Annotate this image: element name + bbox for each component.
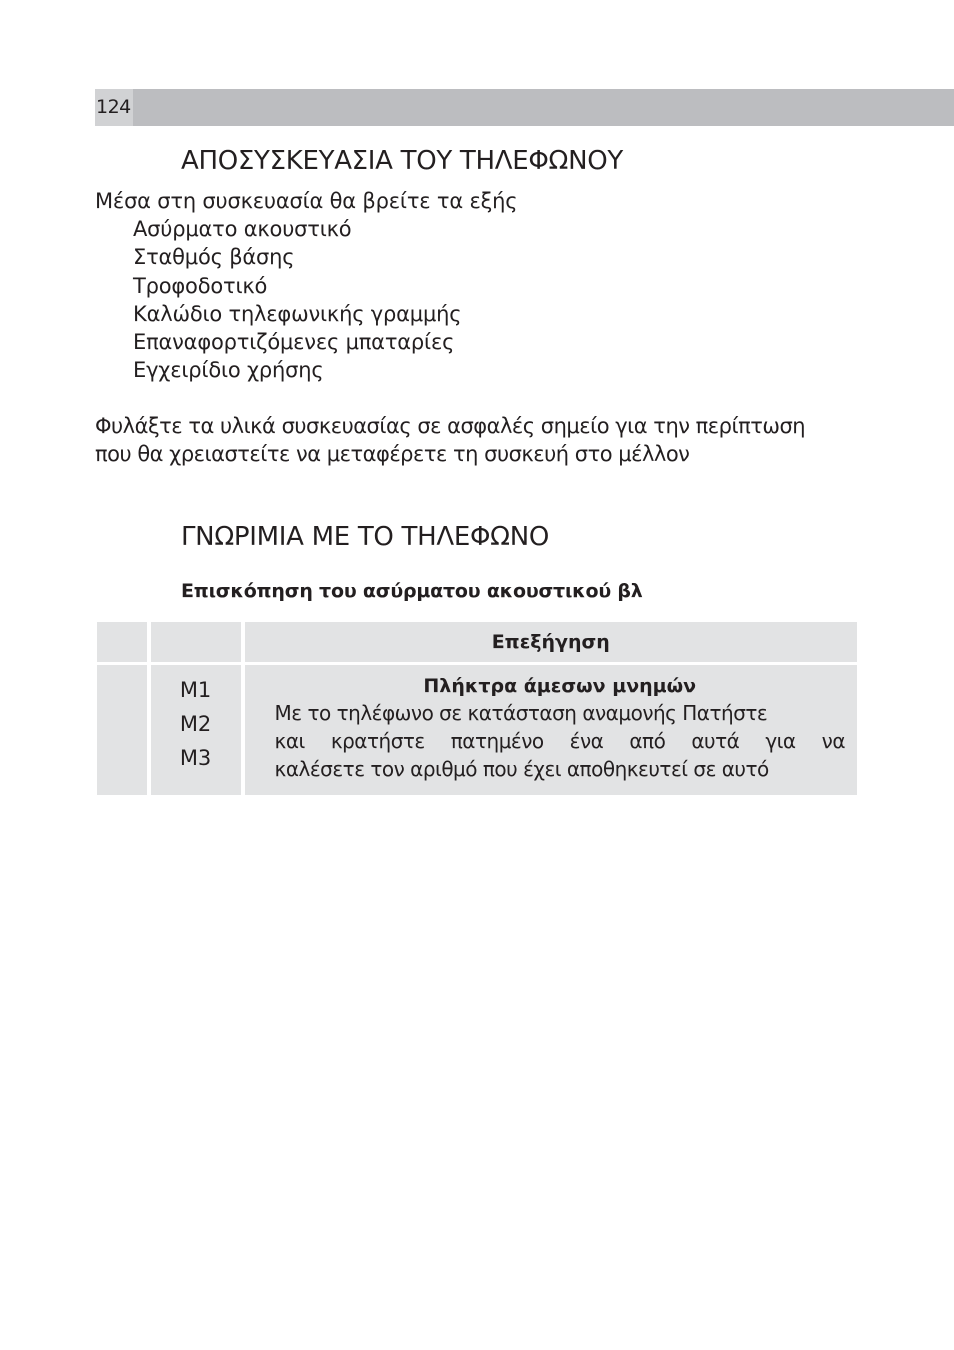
page-number: 124 xyxy=(95,89,133,126)
list-item: Ασύρματο ακουστικό xyxy=(133,217,352,241)
packaging-note xyxy=(95,412,875,468)
section-title-unpacking: ΑΠΟΣΥΣΚΕΥΑΣΙΑ ΤΟΥ ΤΗΛΕΦΩΝΟΥ xyxy=(181,146,623,176)
page-header-bar xyxy=(95,89,954,126)
table-header-key xyxy=(151,622,245,665)
packaging-note-line: Φυλάξτε τα υλικά συσκευασίας σε ασφαλές σημείο για την περίπτωση xyxy=(95,414,806,438)
explanation-title: Πλήκτρα άμεσων μνημών xyxy=(423,675,697,697)
explanation-word: για xyxy=(765,729,796,753)
table-cell-keys xyxy=(151,665,245,795)
list-item: Σταθμός βάσης xyxy=(133,245,295,270)
table-header-row xyxy=(97,622,857,665)
packaging-note-line: που θα χρειαστείτε να μεταφέρετε τη συσκευή στο μέλλον xyxy=(95,442,690,466)
package-contents-intro: Μέσα στη συσκευασία θα βρείτε τα εξής xyxy=(95,189,518,213)
table-cell-icon xyxy=(97,665,151,795)
section-title-getting-to-know: ΓΝΩΡΙΜΙΑ ΜΕ ΤΟ ΤΗΛΕΦΩΝΟ xyxy=(181,522,550,552)
table-row xyxy=(97,665,857,795)
explanation-line xyxy=(275,727,845,755)
explanation-line: καλέσετε τον αριθμό που έχει αποθηκευτεί σε αυτό xyxy=(274,757,769,781)
explanation-word: πατημένο xyxy=(450,729,544,753)
list-item: Επαναφορτιζόμενες μπαταρίες xyxy=(133,330,455,355)
package-contents-list xyxy=(133,215,461,385)
list-item: Τροφοδοτικό xyxy=(133,273,268,298)
handset-keys-table xyxy=(97,622,857,795)
table-header-explanation: Επεξήγηση xyxy=(245,622,857,665)
explanation-word: να xyxy=(821,729,845,753)
explanation-word: κρατήστε xyxy=(330,729,425,753)
list-item: Καλώδιο τηλεφωνικής γραμμής xyxy=(133,301,462,326)
table-cell-explanation xyxy=(245,665,857,795)
explanation-word: και xyxy=(274,729,305,753)
key-label: M3 xyxy=(179,746,212,770)
list-item: Εγχειρίδιο χρήσης xyxy=(133,358,324,383)
key-label: M2 xyxy=(179,712,212,736)
handset-overview-heading: Επισκόπηση του ασύρματου ακουστικού βλ xyxy=(181,580,643,602)
key-label: M1 xyxy=(179,678,212,702)
explanation-word: ένα xyxy=(569,729,604,753)
explanation-word: από xyxy=(629,729,666,753)
table-header-icon xyxy=(97,622,151,665)
explanation-word: αυτά xyxy=(691,729,740,753)
explanation-line: Με το τηλέφωνο σε κατάσταση αναμονής Πατήστε xyxy=(274,701,768,725)
explanation-text xyxy=(275,699,845,783)
